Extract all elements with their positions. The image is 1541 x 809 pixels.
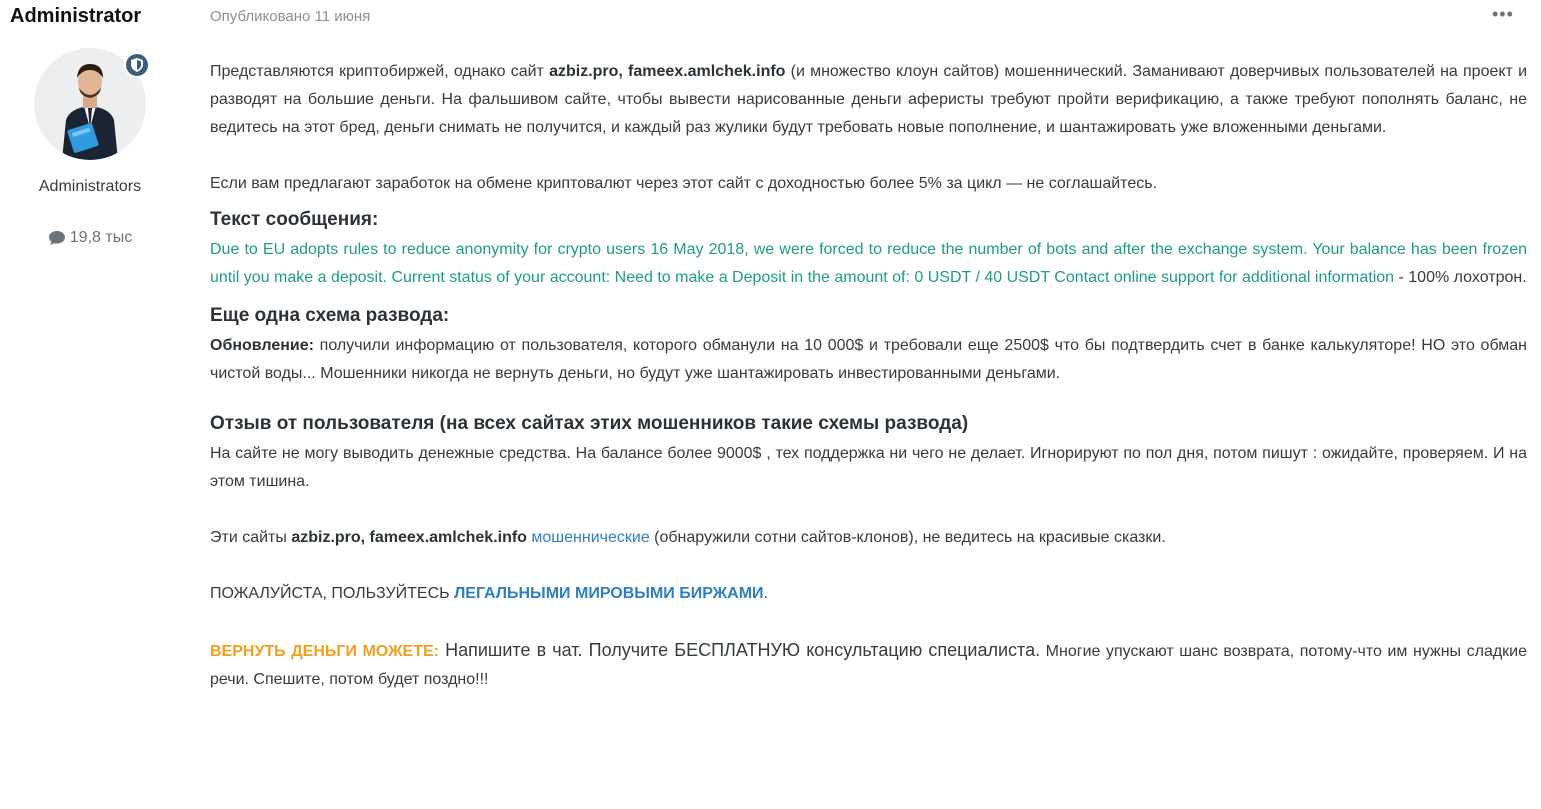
text: получили информацию от пользователя, которого обманули на 10 000$ и требовали еще 2500$ что бы подтвердить счет в банке калькуляторе! НО это обман чистой воды... Мошенники никогда не вернуть деньги, но будут уже шантажировать инвестированными деньгами. [210,337,1527,382]
shield-icon [131,58,143,72]
heading-user-review: Отзыв от пользователя (на всех сайтах этих мошенников такие схемы развода) [210,413,969,434]
scam-sites: azbiz.pro, fameex.amlchek.info [549,63,786,80]
post-count[interactable] [0,229,180,247]
paragraph-legal [210,580,1527,608]
post-content [210,58,1527,694]
text: Эти сайты [210,529,292,546]
heading-message-text: Текст сообщения: [210,209,379,230]
heading-another-scheme: Еще одна схема развода: [210,305,450,326]
update-label: Обновление: [210,337,314,354]
post-count-value: 19,8 тыс [69,229,133,246]
more-options-icon[interactable]: ••• [1492,4,1514,24]
paragraph-intro [210,58,1527,142]
paragraph-message [210,236,1527,292]
text: Многие упускают шанс возврата, потому-что им нужны сладкие речи. Спешите, потом будет поздно!!! [210,643,1528,688]
text: - 100% лохотрон. [1394,269,1527,286]
paragraph-warning: Если вам предлагают заработок на обмене криптовалют через этот сайт с доходностью более 5% за цикл — не соглашайтесь. [210,175,1158,192]
scam-message-quote: Due to EU adopts rules to reduce anonymity for crypto users 16 May 2018, we were forced to reduce the number of bots and after the exchange system. Your balance has been frozen until you make a deposit. Current status of your account: Need to make a Deposit in the amount of: 0 USDT / 40 USDT Contact online support for additional information [210,241,1527,286]
author-name[interactable]: Administrator [10,5,142,27]
text: Представляются криптобиржей, однако сайт [210,63,550,80]
refund-label: ВЕРНУТЬ ДЕНЬГИ МОЖЕТЕ: [210,643,439,660]
legal-exchanges-link[interactable]: ЛЕГАЛЬНЫМИ МИРОВЫМИ БИРЖАМИ [454,585,764,602]
paragraph-update [210,332,1527,388]
fraud-link[interactable]: мошеннические [531,529,650,546]
paragraph-refund [210,636,1527,694]
paragraph-sites [210,524,1527,552]
comment-icon [48,230,66,246]
moderator-badge [124,52,150,78]
text: (и множество клоун сайтов) мошеннический. Заманивают доверчивых пользователей на проект и разводят на большие деньги. На фальшивом сайте, чтобы вывести нарисованные деньги аферисты требуют пройти верификацию, а также требуют пополнять баланс, не ведитесь на этот бред, деньги снимать не получится, и каждый раз жулики будут требовать новые пополнение, и шантажировать уже вложенными деньгами. [210,63,1528,136]
refund-cta: Напишите в чат. Получите БЕСПЛАТНУЮ консультацию специалиста. [438,640,1041,660]
paragraph-review: На сайте не могу выводить денежные средства. На балансе более 9000$ , тех поддержка ни чего не делает. Игнорируют по пол дня, потом пишут : ожидайте, проверяем. И на этом тишина. [210,445,1527,490]
post-date[interactable]: Опубликовано 11 июня [210,8,371,25]
text: ПОЖАЛУЙСТА, ПОЛЬЗУЙТЕСЬ [210,585,455,602]
text: (обнаружили сотни сайтов-клонов), не ведитесь на красивые сказки. [649,529,1166,546]
text: . [763,585,768,602]
author-group: Administrators [38,178,142,195]
scam-sites-repeat: azbiz.pro, fameex.amlchek.info [291,529,527,546]
